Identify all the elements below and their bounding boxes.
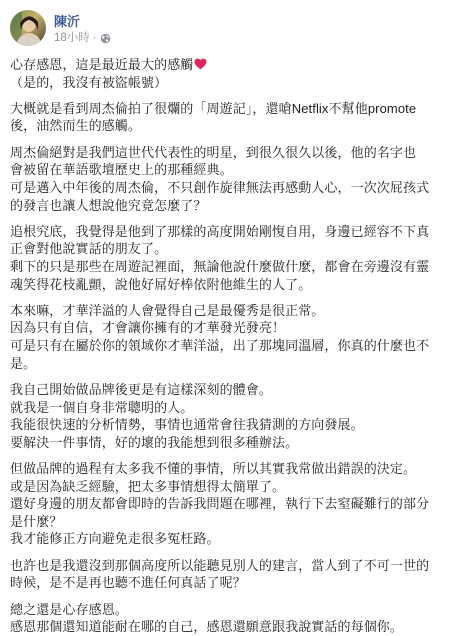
post-text-line: 是。 xyxy=(10,355,37,371)
post-paragraph xyxy=(10,223,453,293)
post-text-line: 時候，是不是再也聽不進任何真話了呢？ xyxy=(10,575,246,591)
post-paragraph xyxy=(10,557,453,592)
avatar-photo xyxy=(10,10,46,46)
post-text-line: 我自己開始做品牌後更是有這樣深刻的體會。 xyxy=(10,381,273,397)
post-text-line: 心存感恩，這是最近最大的感觸 xyxy=(10,56,453,74)
post-text-line: 剩下的只是那些在周遊記裡面，無論他說什麼做什麼，都會在旁邊沒有靈 xyxy=(10,259,430,274)
post-text-line: 我才能修正方向避免走很多冤枉路。 xyxy=(10,531,220,547)
author-avatar[interactable] xyxy=(10,10,46,46)
globe-icon[interactable] xyxy=(100,33,111,44)
post-text-line: 大概就是看到周杰倫拍了很爛的「周遊記」，還嗆Netflix不幫他promote xyxy=(10,100,417,116)
post-text-line: 可是只有在屬於你的領域你才華洋溢，出了那塊同溫層，你真的什麼也不 xyxy=(10,338,430,354)
post-paragraph xyxy=(10,144,453,214)
post-paragraph xyxy=(10,56,453,91)
post-text-line: 後，油然而生的感觸。 xyxy=(10,118,142,134)
post-text-line: 我能很快速的分析情勢，事情也通常會往我猜測的方向發展。 xyxy=(10,417,364,433)
post-paragraph xyxy=(10,100,453,135)
post-timestamp[interactable]: 18小時 xyxy=(54,32,90,44)
post-paragraph xyxy=(10,381,453,451)
post-text-line: 感恩那個還知道能耐在哪的自己，感恩還願意跟我說實話的每個你。 xyxy=(10,619,404,635)
heart-icon xyxy=(194,58,207,70)
post-text-line: 或是因為缺乏經驗，把太多事情想得太簡單了。 xyxy=(10,478,286,494)
post-text-line: 的發言也讓人想說他究竟怎麼了？ xyxy=(10,197,207,213)
post-body xyxy=(10,56,453,636)
post-paragraph xyxy=(10,460,453,548)
post-text-line: 追根究底，我覺得是他到了那樣的高度開始剛愎自用，身邊已經容不下真 xyxy=(10,223,430,239)
meta-separator: · xyxy=(92,32,97,44)
post-text-line: 但做品牌的過程有太多我不懂的事情，所以其實我常做出錯誤的決定。 xyxy=(10,461,417,476)
post-text-line: 會被留在華語歌壇歷史上的那種經典。 xyxy=(10,162,233,178)
post-text-line: 正會對他說實話的朋友了。 xyxy=(10,241,168,257)
post-text-line: 總之還是心存感恩。 xyxy=(10,601,128,617)
author-name[interactable]: 陳沂 xyxy=(54,14,81,29)
post-text-line: 周杰倫絕對是我們這世代代表性的明星，到很久很久以後，他的名字也 xyxy=(10,144,417,160)
post-meta xyxy=(54,10,111,46)
post-paragraph xyxy=(10,601,453,636)
post-text-line: 就我是一個自身非常聰明的人。 xyxy=(10,399,194,415)
post-text-line: 也許也是我還沒到那個高度所以能聽見別人的建言，當人到了不可一世的 xyxy=(10,557,430,573)
post-text-line: 是什麼？ xyxy=(10,513,63,529)
post-paragraph xyxy=(10,302,453,372)
post-text-line: 因為只有自信，才會讓你擁有的才華發光發亮！ xyxy=(10,320,286,336)
post-text-line: 魂笑得花枝亂顫，說他好屌好棒依附他維生的人了。 xyxy=(10,276,312,292)
post-text-line: 還好身邊的朋友都會即時的告訴我問題在哪裡，執行下去窒礙難行的部分 xyxy=(10,496,430,512)
post-text-line: 本來嘛，才華洋溢的人會覺得自己是最優秀是很正常。 xyxy=(10,302,325,318)
post-subline xyxy=(54,31,111,46)
post-text-line: 要解決一件事情，好的壞的我能想到很多種辦法。 xyxy=(10,434,299,450)
post-text-line: （是的，我沒有被盜帳號） xyxy=(10,74,168,90)
post-header xyxy=(10,10,453,54)
post-text-line: 可是邁入中年後的周杰倫，不只創作旋律無法再感動人心，一次次屁孩式 xyxy=(10,179,430,195)
